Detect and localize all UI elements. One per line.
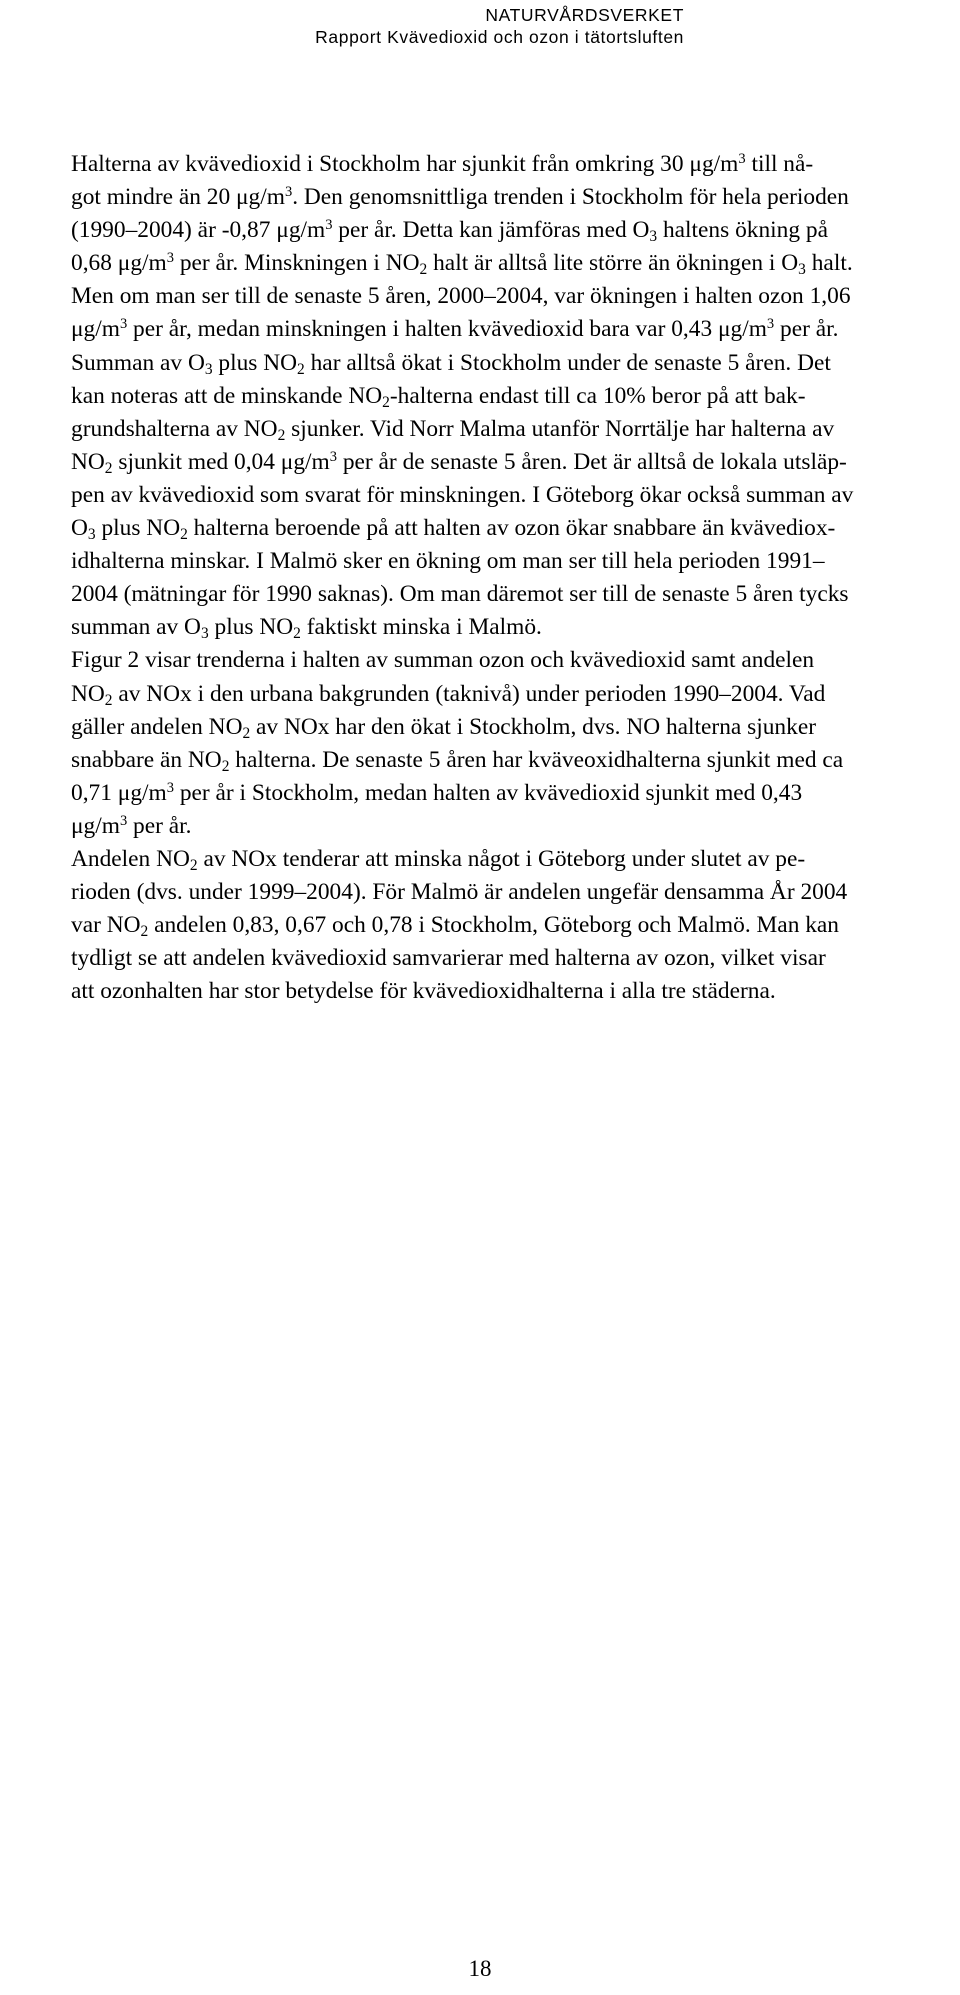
body-text	[37, 148, 933, 1008]
subscript: 2	[140, 923, 149, 941]
text-line: $\mu g/m^3$ per år.	[71, 812, 192, 839]
text-line: Summan av $O_3$ plus $NO_2$ har alltså ökat i Stockholm under de senaste 5 åren. Det	[71, 349, 831, 378]
text-line: summan av $O_3$ plus $NO_2$ faktiskt minska i Malmö.	[71, 614, 542, 643]
running-header	[315, 4, 684, 48]
text-line: kan noteras att de minskande $NO_2$-halterna endast till ca 10% beror på att bak-	[71, 382, 806, 411]
superscript: 3	[119, 316, 128, 333]
text-line: att ozonhalten har stor betydelse för kvävedioxidhalterna i alla tre städerna.	[71, 978, 776, 1005]
text-line: $O_3$ plus $NO_2$ halterna beroende på att halten av ozon ökar snabbare än kvävediox-	[71, 515, 836, 543]
subscript: 2	[104, 691, 113, 709]
text-line: got mindre än 20 $\mu g/m^3$. Den genomsnittliga trenden i Stockholm för hela perioden	[71, 184, 849, 211]
subscript: 2	[180, 525, 188, 543]
subscript: 2	[221, 757, 230, 775]
subscript: 2	[382, 393, 390, 411]
superscript: 3	[766, 316, 775, 333]
paragraph	[37, 843, 933, 1008]
text-line: snabbare än $NO_2$ halterna. De senaste 5 åren har kväveoxidhalterna sjunkit med ca	[71, 746, 844, 775]
text-line: pen av kvävedioxid som svarat för minskningen. I Göteborg ökar också summan av	[71, 481, 854, 508]
page-number: 18	[468, 1956, 492, 1981]
subscript: 3	[87, 525, 96, 543]
subscript: 2	[104, 459, 113, 477]
subscript: 3	[798, 261, 806, 279]
text-line: tydligt se att andelen kvävedioxid samvarierar med halterna av ozon, vilket visar	[71, 945, 826, 972]
superscript: 3	[166, 250, 174, 267]
text-line: Andelen $NO_2$ av NOx tenderar att minska något i Göteborg under slutet av pe-	[71, 845, 806, 874]
superscript: 3	[166, 779, 174, 796]
paragraph	[37, 644, 933, 843]
text-line: Halterna av kvävedioxid i Stockholm har sjunkit från omkring 30 $\mu g/m^3$ till nå-	[71, 151, 814, 177]
subscript: 2	[297, 360, 305, 378]
superscript: 3	[329, 448, 337, 465]
subscript: 3	[204, 360, 213, 378]
superscript: 3	[325, 217, 333, 234]
text-line: 0,71 $\mu g/m^3$ per år i Stockholm, medan halten av kvävedioxid sjunkit med 0,43	[71, 779, 803, 806]
text-line: idhalterna minskar. I Malmö sker en ökning om man ser till hela perioden 1991–	[71, 548, 825, 575]
superscript: 3	[119, 812, 128, 829]
subscript: 2	[242, 724, 251, 742]
superscript: 3	[738, 151, 746, 168]
subscript: 3	[649, 228, 658, 246]
subscript: 2	[419, 261, 428, 279]
text-line: Figur 2 visar trenderna i halten av summan ozon och kvävedioxid samt andelen	[71, 647, 815, 674]
text-line: 0,68 $\mu g/m^3$ per år. Minskningen i $NO_2$ halt är alltså lite större än ökningen i $O_3$ halt.	[71, 250, 853, 279]
text-line: $NO_2$ sjunkit med 0,04 $\mu g/m^3$ per år de senaste 5 åren. Det är alltså de lokala utsläp-	[71, 448, 847, 477]
text-line: gäller andelen $NO_2$ av NOx har den ökat i Stockholm, dvs. NO halterna sjunker	[71, 713, 816, 742]
text-line: 2004 (mätningar för 1990 saknas). Om man däremot ser till de senaste 5 åren tycks	[71, 581, 849, 608]
superscript: 3	[284, 184, 293, 201]
text-line: $NO_2$ av NOx i den urbana bakgrunden (taknivå) under perioden 1990–2004. Vad	[71, 680, 826, 709]
subscript: 3	[200, 625, 209, 643]
paragraph	[37, 148, 933, 644]
text-line: var $NO_2$ andelen 0,83, 0,67 och 0,78 i Stockholm, Göteborg och Malmö. Man kan	[71, 912, 840, 941]
text-line: Men om man ser till de senaste 5 åren, 2000–2004, var ökningen i halten ozon 1,06	[71, 283, 851, 310]
subscript: 2	[277, 426, 286, 444]
header-report-title: Rapport Kvävedioxid och ozon i tätortsluften	[315, 27, 684, 47]
text-line: (1990–2004) är -0,87 $\mu g/m^3$ per år. Detta kan jämföras med $O_3$ haltens ökning på	[71, 217, 828, 246]
subscript: 2	[293, 625, 301, 643]
text-line: grundshalterna av $NO_2$ sjunker. Vid Norr Malma utanför Norrtälje har halterna av	[71, 415, 835, 444]
text-line: $\mu g/m^3$ per år, medan minskningen i halten kvävedioxid bara var 0,43 $\mu g/m^3$ per år.	[71, 316, 839, 343]
subscript: 2	[189, 856, 198, 874]
header-organization: NATURVÅRDSVERKET	[485, 5, 684, 25]
text-line: rioden (dvs. under 1999–2004). För Malmö är andelen ungefär densamma År 2004	[71, 879, 848, 906]
